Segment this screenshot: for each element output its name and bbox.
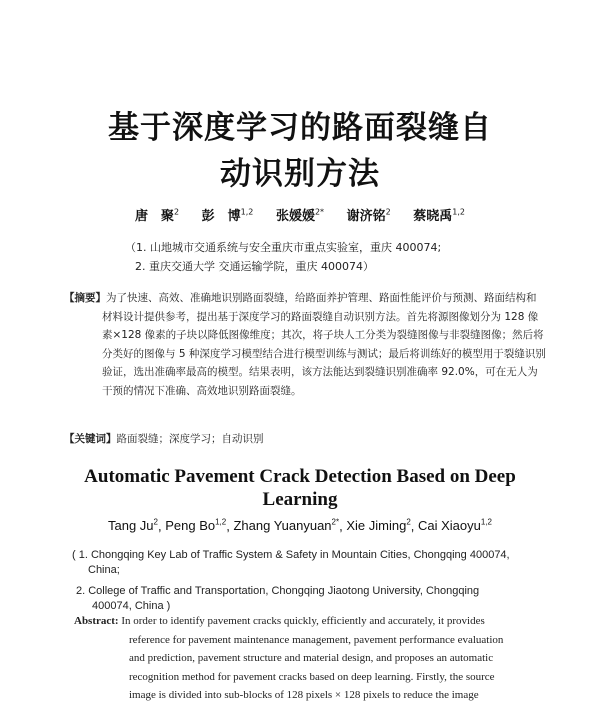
chinese-author: 蔡晓禹$^{1,2}$ — [413, 207, 465, 224]
english-author-list: Tang Ju$^2$, Peng Bo$^{1,2}$, Zhang Yuanyuan$^{2*}$, Xie Jiming$^2$, Cai Xiaoyu$^{1,2}$ — [108, 518, 492, 534]
english-affiliation-2: 2. College of Traffic and Transportation, Chongqing Jiaotong University, Chongqing 400074, China ) — [76, 585, 480, 612]
english-author: Tang Ju$^2$ — [108, 518, 158, 534]
chinese-abstract — [64, 289, 546, 400]
chinese-abstract-text: 为了快速、高效、准确地识别路面裂缝，给路面养护管理、路面性能评价与预测、路面结构和材料设计提供参考，提出基于深度学习的路面裂缝自动识别方法。首先将源图像划分为 128 像素×128 像素的子块以降低图像维度；其次，将子块人工分类为裂缝图像与非裂缝图像；然后将分类好的图像与 5 种深度学习模型结合进行模型训练与测试；最后将训练好的模型用于裂缝识别验证，选出准确率最高的模型。结果表明，该方法能达到裂缝识别准确率 92.0%，可在无人为干预的情况下准确、高效地识别路面裂缝。 — [102, 292, 546, 397]
chinese-title-line-2: 动识别方法 — [220, 156, 380, 192]
chinese-author: 唐 聚$^2$ — [135, 207, 180, 224]
chinese-affiliation-1: （1. 山地城市交通系统与安全重庆市重点实验室，重庆 400074; — [125, 241, 442, 254]
chinese-keywords — [64, 431, 264, 446]
english-affiliation-1: ( 1. Chongqing Key Lab of Traffic System & Safety in Mountain Cities, Chongqing 400074, China; — [72, 549, 510, 576]
english-author: Cai Xiaoyu$^{1,2}$ — [418, 518, 492, 534]
chinese-author-list — [0, 205, 600, 224]
english-title-line-2: Learning — [262, 489, 338, 510]
chinese-title-line-1: 基于深度学习的路面裂缝自 — [108, 110, 492, 146]
chinese-affiliation-2: 2. 重庆交通大学 交通运输学院，重庆 400074） — [135, 260, 374, 273]
chinese-author: 谢济铭$^2$ — [346, 207, 391, 224]
english-abstract: Abstract: In order to identify pavement cracks quickly, efficiently and accurately, it provides reference for pavement maintenance management, pavement performance evaluation and prediction, pavement structure and material design, and proposes an automatic recognition method for pavement cracks based on deep learning. Firstly, the source image is divided into sub-blocks of 128 pixels × 128 pixels to reduce the image — [74, 615, 504, 702]
chinese-abstract-label: 【摘要】 — [64, 292, 106, 304]
chinese-author: 张媛媛$^{2*}$ — [275, 207, 325, 224]
chinese-author: 彭 博$^{1,2}$ — [201, 207, 254, 224]
english-author: Peng Bo$^{1,2}$ — [165, 518, 227, 534]
chinese-keywords-text: 路面裂缝；深度学习；自动识别 — [116, 433, 264, 445]
chinese-keywords-label: 【关键词】 — [64, 433, 117, 445]
english-author: Xie Jiming$^2$ — [346, 518, 411, 534]
english-title-line-1: Automatic Pavement Crack Detection Based on Deep — [84, 466, 516, 487]
english-abstract-label: Abstract: — [74, 615, 119, 627]
english-author: Zhang Yuanyuan$^{2*}$ — [233, 518, 340, 534]
